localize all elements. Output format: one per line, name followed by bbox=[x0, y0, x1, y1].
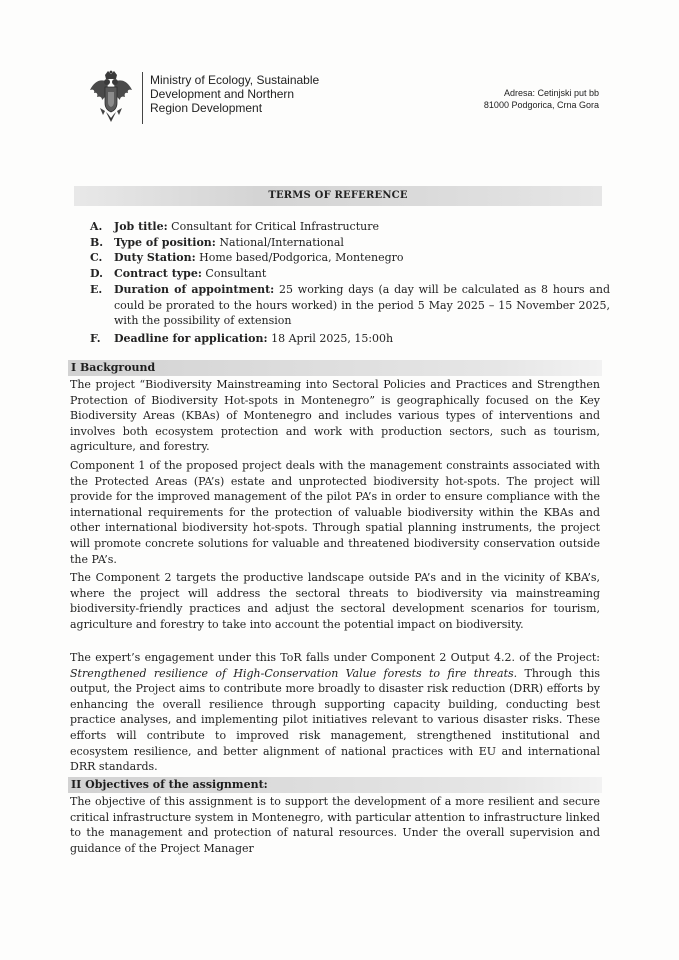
item-label: Contract type: bbox=[114, 266, 202, 280]
paragraph-text: The expert’s engagement under this ToR falls under Component 2 Output 4.2. of the Project: bbox=[70, 651, 600, 664]
coat-of-arms-icon bbox=[88, 70, 134, 128]
address-line: 81000 Podgorica, Crna Gora bbox=[483, 100, 599, 110]
address-line: Adresa: Cetinjski put bb bbox=[503, 88, 599, 98]
list-item bbox=[90, 250, 610, 266]
item-label: Duty Station: bbox=[114, 251, 196, 264]
item-letter: C. bbox=[90, 251, 103, 264]
paragraph bbox=[70, 650, 600, 775]
item-letter: B. bbox=[90, 235, 104, 249]
document-title: TERMS OF REFERENCE bbox=[74, 186, 602, 206]
ministry-name bbox=[150, 73, 370, 115]
item-label: Type of position: bbox=[114, 235, 216, 249]
paragraph: The objective of this assignment is to support the development of a more resilient and secure critical infrastructure system in Montenegro, with particular attention to infrastructure linked to the management and protection of natural resources. Under the overall supervision and guidance of the Project Manager bbox=[70, 795, 600, 855]
ministry-line: Region Development bbox=[150, 101, 263, 115]
item-label: Duration of appointment: bbox=[114, 283, 275, 296]
item-letter: F. bbox=[90, 331, 101, 345]
item-label: Job title: bbox=[114, 220, 168, 233]
item-value: Consultant for Critical Infrastructure bbox=[167, 220, 379, 233]
section-heading-objectives: II Objectives of the assignment: bbox=[68, 777, 602, 793]
item-letter: A. bbox=[90, 220, 103, 233]
paragraph: The Component 2 targets the productive landscape outside PA’s and in the vicinity of KBA’s, where the project will address the sectoral threats to biodiversity via mainstreaming biodiversity-friendly practices and adjust the sectoral development scenarios for tourism, agriculture and forestry to take into account the potential impact on biodiversity. bbox=[70, 571, 600, 631]
item-value: Home based/Podgorica, Montenegro bbox=[195, 251, 404, 264]
list-item bbox=[90, 219, 610, 235]
item-value: 25 working days (a day will be calculated as 8 hours and could be prorated to the hours worked) in the period 5 May 2025 – 15 November 2025, with the possibility of extension bbox=[114, 283, 610, 327]
ministry-line: Ministry of Ecology, Sustainable bbox=[150, 73, 320, 87]
list-item bbox=[90, 282, 610, 329]
item-value: National/International bbox=[215, 235, 344, 249]
paragraph: The project “Biodiversity Mainstreaming into Sectoral Policies and Practices and Strengthen Protection of Biodiversity Hot-spots in Montenegro” is geographically focused on the Key Biodiversity Areas (KBAs) of Montenegro and includes various types of interventions and involves both ecosystem protection and work with production sectors, such as tourism, agriculture, and forestry. bbox=[70, 378, 600, 454]
item-letter: E. bbox=[90, 283, 103, 296]
address-block bbox=[484, 87, 599, 111]
paragraph-text: Through this output, the Project aims to contribute more broadly to disaster risk reduction (DRR) efforts by enhancing the overall resilience through supporting capacity building, conducting best practice analyses, and implementing pilot initiatives relevant to various disaster risks. These efforts will contribute to improved risk management, strengthened institutional and ecosystem resilience, and better alignment of national practices with EU and international DRR standards. bbox=[70, 666, 600, 774]
paragraph: Component 1 of the proposed project deals with the management constraints associated with the Protected Areas (PA’s) estate and unprotected biodiversity hot-spots. The project will provide for the improved management of the pilot PA’s in order to ensure compliance with the international requirements for the protection of valuable biodiversity within the KBAs and other international biodiversity hot-spots. Through spatial planning instruments, the project will promote concrete solutions for valuable and threatened biodiversity conservation outside the PA’s. bbox=[70, 459, 600, 566]
item-value: Consultant bbox=[201, 266, 267, 280]
list-item bbox=[90, 331, 610, 347]
item-value: 18 April 2025, 15:00h bbox=[267, 331, 394, 345]
section-heading-background: I Background bbox=[68, 360, 602, 376]
list-item bbox=[90, 266, 610, 282]
letterhead bbox=[88, 70, 619, 130]
list-item bbox=[90, 235, 610, 251]
header-divider bbox=[142, 72, 143, 124]
item-letter: D. bbox=[90, 266, 103, 280]
ministry-line: Development and Northern bbox=[150, 87, 295, 101]
position-details-list bbox=[90, 219, 610, 346]
item-label: Deadline for application: bbox=[114, 331, 268, 345]
output-title: Strengthened resilience of High-Conservation Value forests to fire threats. bbox=[70, 666, 518, 680]
